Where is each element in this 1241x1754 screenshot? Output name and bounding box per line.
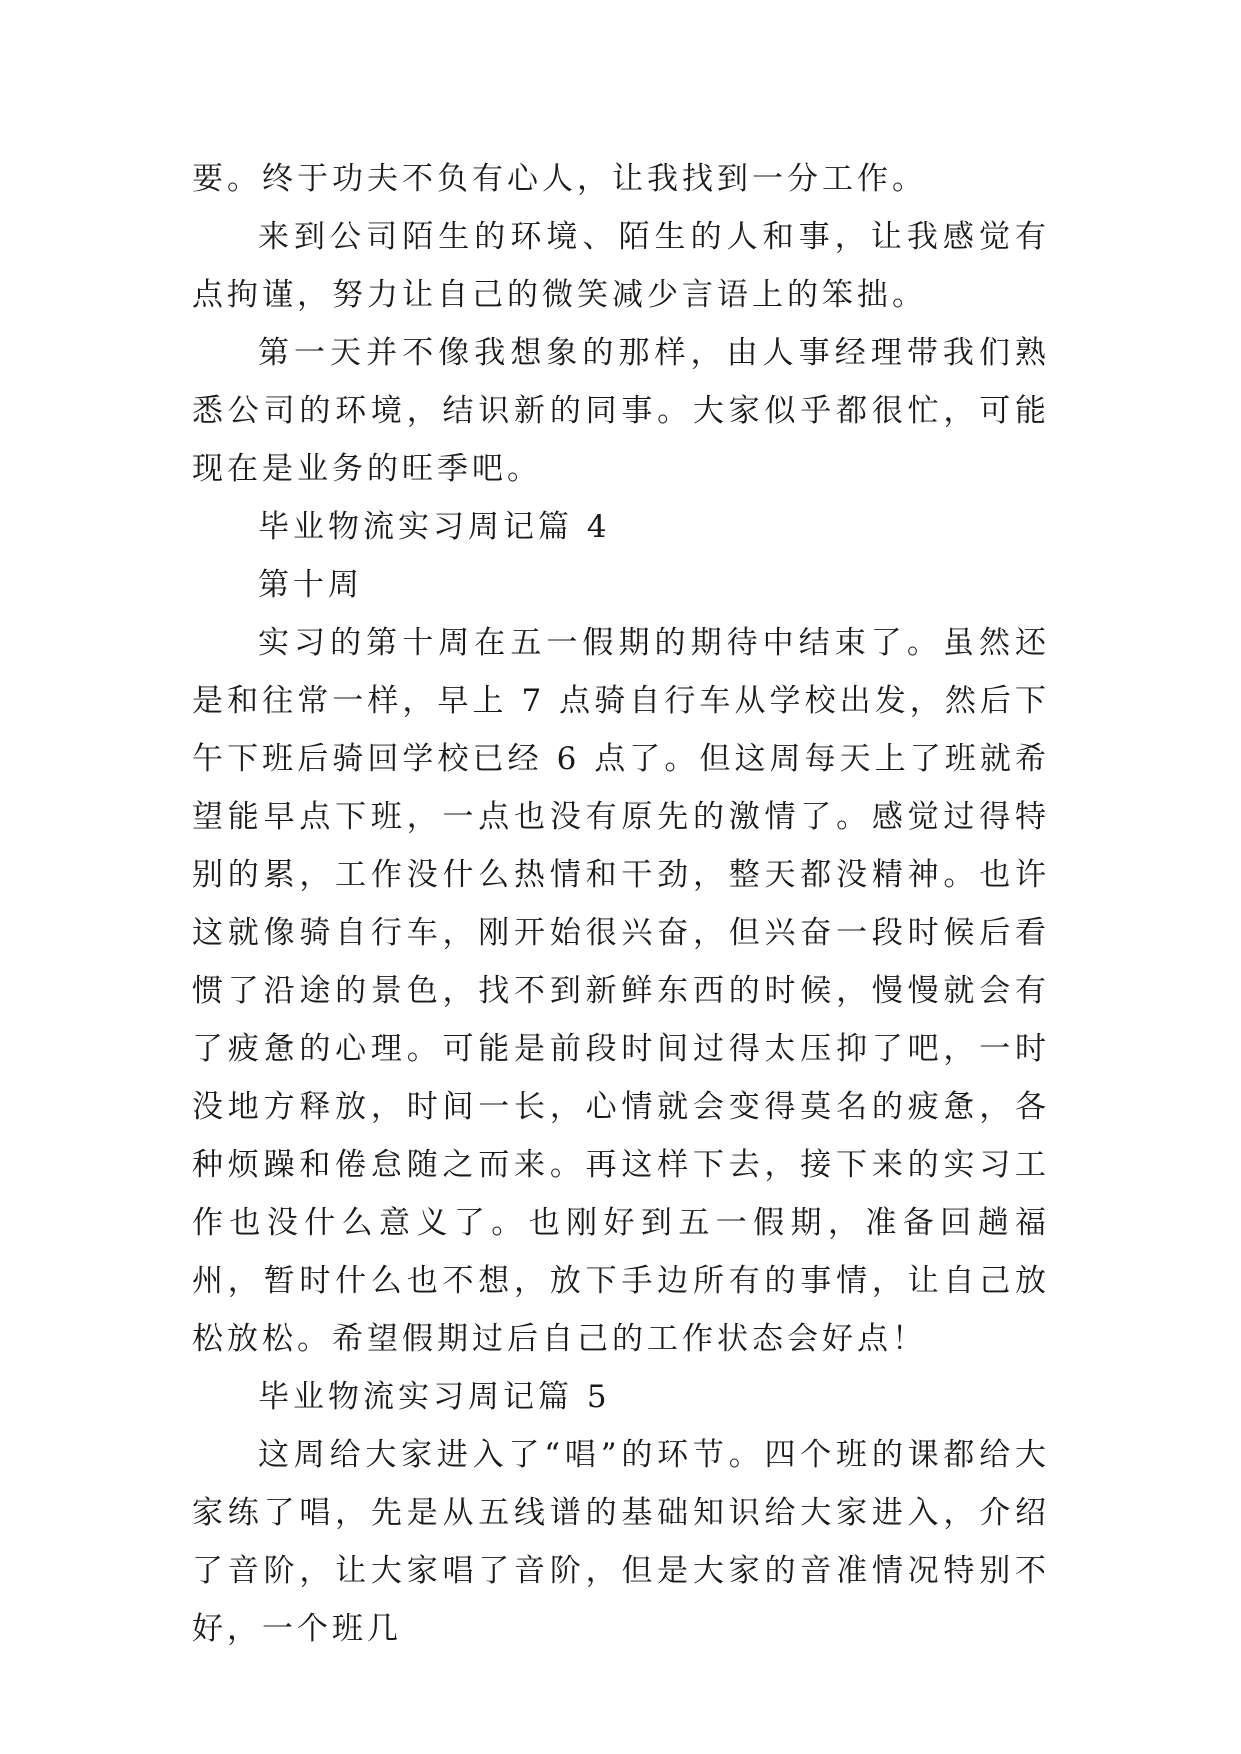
paragraph-week-ten: 实习的第十周在五一假期的期待中结束了。虽然还是和往常一样，早上 7 点骑自行车从学校出发，然后下午下班后骑回学校已经 6 点了。但这周每天上了班就希望能早点下班，一点也没有原先的激情了。感觉过得特别的累，工作没什么热情和干劲，整天都没精神。也许这就像骑自行车，刚开始很兴奋，但兴奋一段时候后看惯了沿途的景色，找不到新鲜东西的时候，慢慢就会有了疲惫的心理。可能是前段时间过得太压抑了吧，一时没地方释放，时间一长，心情就会变得莫名的疲惫，各种烦躁和倦怠随之而来。再这样下去，接下来的实习工作也没什么意义了。也刚好到五一假期，准备回趟福州，暂时什么也不想，放下手边所有的事情，让自己放松放松。希望假期过后自己的工作状态会好点！: [192, 625, 1050, 1357]
document-body: [192, 150, 1050, 1658]
section-heading-5: 毕业物流实习周记篇 5: [258, 1379, 611, 1415]
section-heading-4: 毕业物流实习周记篇 4: [258, 509, 611, 545]
paragraph-first-day: 第一天并不像我想象的那样，由人事经理带我们熟悉公司的环境，结识新的同事。大家似乎都很忙，可能现在是业务的旺季吧。: [192, 335, 1050, 487]
week-heading: 第十周: [258, 567, 363, 603]
paragraph-arrival: 来到公司陌生的环境、陌生的人和事，让我感觉有点拘谨，努力让自己的微笑减少言语上的笨拙。: [192, 219, 1050, 313]
paragraph-continuation: 要。终于功夫不负有心人，让我找到一分工作。: [192, 161, 927, 197]
paragraph-singing: 这周给大家进入了“唱”的环节。四个班的课都给大家练了唱，先是从五线谱的基础知识给大家进入，介绍了音阶，让大家唱了音阶，但是大家的音准情况特别不好，一个班几: [192, 1437, 1050, 1647]
